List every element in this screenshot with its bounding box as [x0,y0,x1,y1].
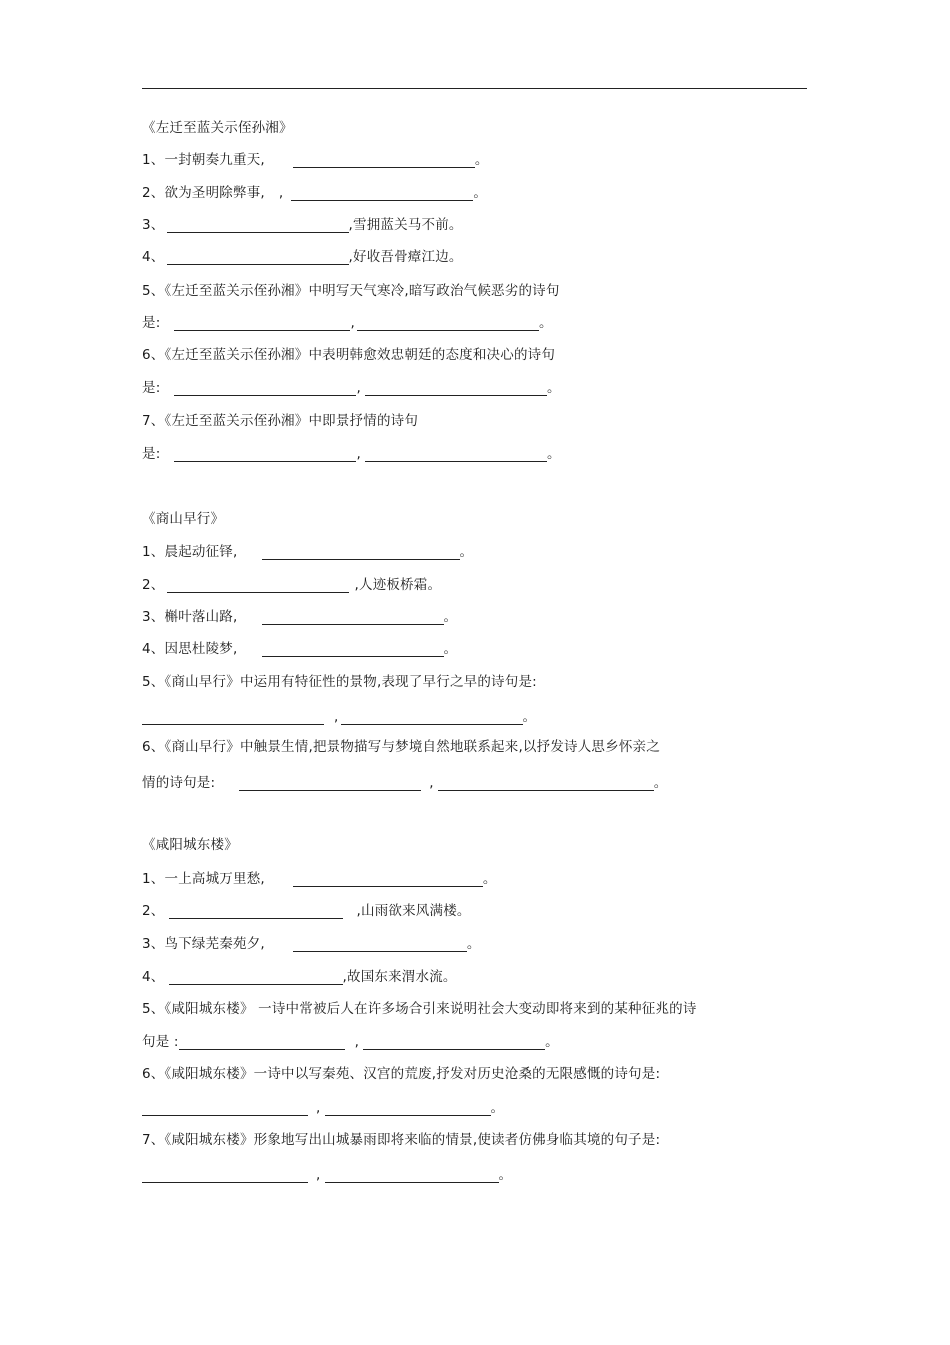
separator: , [429,775,434,791]
end-punct: 。 [474,152,489,168]
answer-blank[interactable] [167,216,349,233]
question [142,344,555,366]
end-punct: 。 [459,544,474,560]
answer-blank[interactable] [167,576,349,593]
question [142,966,457,988]
question-number: 2、 [142,185,165,201]
question-text: ,故国东来渭水流。 [342,969,457,985]
question [142,1129,660,1151]
separator: , [316,1167,321,1183]
question [142,933,481,955]
answer-blank[interactable] [293,935,467,952]
separator: , [278,185,284,201]
question-text: 因思杜陵梦, [164,641,238,657]
question-text: ,好收吾骨瘴江边。 [348,249,463,265]
question-continuation [142,377,561,399]
question-number: 2、 [142,577,165,593]
question-number: 5、 [142,283,165,299]
answer-blank[interactable] [365,445,547,462]
question-number: 6、 [142,1066,165,1082]
separator: , [316,1100,321,1116]
question-number: 6、 [142,739,165,755]
answer-blank[interactable] [262,543,460,560]
answer-blank[interactable] [167,248,349,265]
question-text: 《左迁至蓝关示侄孙湘》中表明韩愈效忠朝廷的态度和决心的诗句 [164,347,556,363]
continuation-text: 是: [142,380,161,396]
question [142,410,418,432]
end-punct: 。 [490,1100,505,1116]
end-punct: 。 [443,609,458,625]
question-text: 《商山早行》中运用有特征性的景物,表现了早行之早的诗句是: [164,674,537,690]
question-text: ,雪拥蓝关马不前。 [348,217,463,233]
answer-blank[interactable] [179,1033,345,1050]
answer-blank[interactable] [293,870,483,887]
question-text: ,人迹板桥霜。 [354,577,442,593]
answer-blank[interactable] [341,708,523,725]
question-number: 5、 [142,1001,165,1017]
end-punct: 。 [443,641,458,657]
question-text: ,山雨欲来风满楼。 [356,903,471,919]
question-continuation [142,1097,504,1119]
question [142,671,537,693]
end-punct: 。 [498,1167,513,1183]
question-number: 4、 [142,641,165,657]
answer-blank[interactable] [169,968,343,985]
end-punct: 。 [653,775,668,791]
answer-blank[interactable] [142,1099,308,1116]
question-number: 1、 [142,152,165,168]
answer-blank[interactable] [325,1099,491,1116]
answer-blank[interactable] [262,608,444,625]
answer-blank[interactable] [174,314,350,331]
question-number: 6、 [142,347,165,363]
answer-blank[interactable] [174,379,356,396]
section-title: 《商山早行》 [142,511,225,527]
question-number: 4、 [142,969,165,985]
end-punct: 。 [466,936,481,952]
separator: , [350,315,355,331]
separator: , [334,709,339,725]
question-text: 一上高城万里愁, [164,871,265,887]
question-text: 《咸阳城东楼》一诗中以写秦苑、汉宫的荒废,抒发对历史沧桑的无限感慨的诗句是: [164,1066,661,1082]
answer-blank[interactable] [174,445,356,462]
question [142,214,463,236]
question [142,1063,660,1085]
question-text: 《咸阳城东楼》 一诗中常被后人在许多场合引来说明社会大变动即将来到的某种征兆的诗 [164,1001,697,1017]
separator: , [356,446,361,462]
question-text: 槲叶落山路, [164,609,238,625]
answer-blank[interactable] [262,640,444,657]
question-text: 一封朝奏九重天, [164,152,265,168]
question-text: 晨起动征铎, [164,544,238,560]
question-continuation [142,772,667,794]
answer-blank[interactable] [142,708,324,725]
header-rule [142,88,807,89]
section-title: 《咸阳城东楼》 [142,837,238,853]
question [142,736,660,758]
question-number: 4、 [142,249,165,265]
answer-blank[interactable] [239,774,421,791]
question [142,149,489,171]
question [142,182,487,204]
question [142,574,441,596]
answer-blank[interactable] [169,902,343,919]
continuation-text: 是: [142,315,161,331]
question [142,280,560,302]
question-continuation [142,312,553,334]
continuation-text: 是: [142,446,161,462]
question [142,868,497,890]
end-punct: 。 [545,1034,559,1050]
separator: , [354,1034,360,1050]
question-number: 7、 [142,413,165,429]
question-number: 3、 [142,936,165,952]
end-punct: 。 [546,446,561,462]
end-punct: 。 [522,709,537,725]
question-text: 《左迁至蓝关示侄孙湘》中即景抒情的诗句 [164,413,419,429]
answer-blank[interactable] [291,184,473,201]
question-text: 《商山早行》中触景生情,把景物描写与梦境自然地联系起来,以抒发诗人思乡怀亲之 [164,739,660,755]
answer-blank[interactable] [363,1033,545,1050]
question-number: 3、 [142,609,165,625]
question-number: 5、 [142,674,165,690]
section-title: 《左迁至蓝关示侄孙湘》 [142,120,293,136]
question-text: 鸟下绿芜秦苑夕, [164,936,265,952]
question-number: 7、 [142,1132,165,1148]
answer-blank[interactable] [365,379,547,396]
question-continuation [142,1031,559,1053]
question-text: 欲为圣明除弊事, [164,185,265,201]
question-continuation [142,443,561,465]
separator: , [356,380,361,396]
question-number: 3、 [142,217,165,233]
question-number: 2、 [142,903,165,919]
continuation-text: 情的诗句是: [142,775,216,791]
question [142,246,463,268]
answer-blank[interactable] [293,151,475,168]
end-punct: 。 [538,315,553,331]
question-number: 1、 [142,544,165,560]
answer-blank[interactable] [325,1166,499,1183]
question-number: 1、 [142,871,165,887]
question-text: 《咸阳城东楼》形象地写出山城暴雨即将来临的情景,使读者仿佛身临其境的句子是: [164,1132,661,1148]
question-continuation [142,706,536,728]
answer-blank[interactable] [142,1166,308,1183]
end-punct: 。 [546,380,561,396]
answer-blank[interactable] [438,774,654,791]
question [142,998,697,1020]
question [142,541,473,563]
answer-blank[interactable] [357,314,539,331]
question-continuation [142,1164,512,1186]
question [142,900,471,922]
question [142,606,457,628]
end-punct: 。 [482,871,497,887]
question [142,638,457,660]
question-text: 《左迁至蓝关示侄孙湘》中明写天气寒冷,暗写政治气候恶劣的诗句 [164,283,560,299]
continuation-text: 句是 : [142,1034,179,1050]
end-punct: 。 [473,185,488,201]
